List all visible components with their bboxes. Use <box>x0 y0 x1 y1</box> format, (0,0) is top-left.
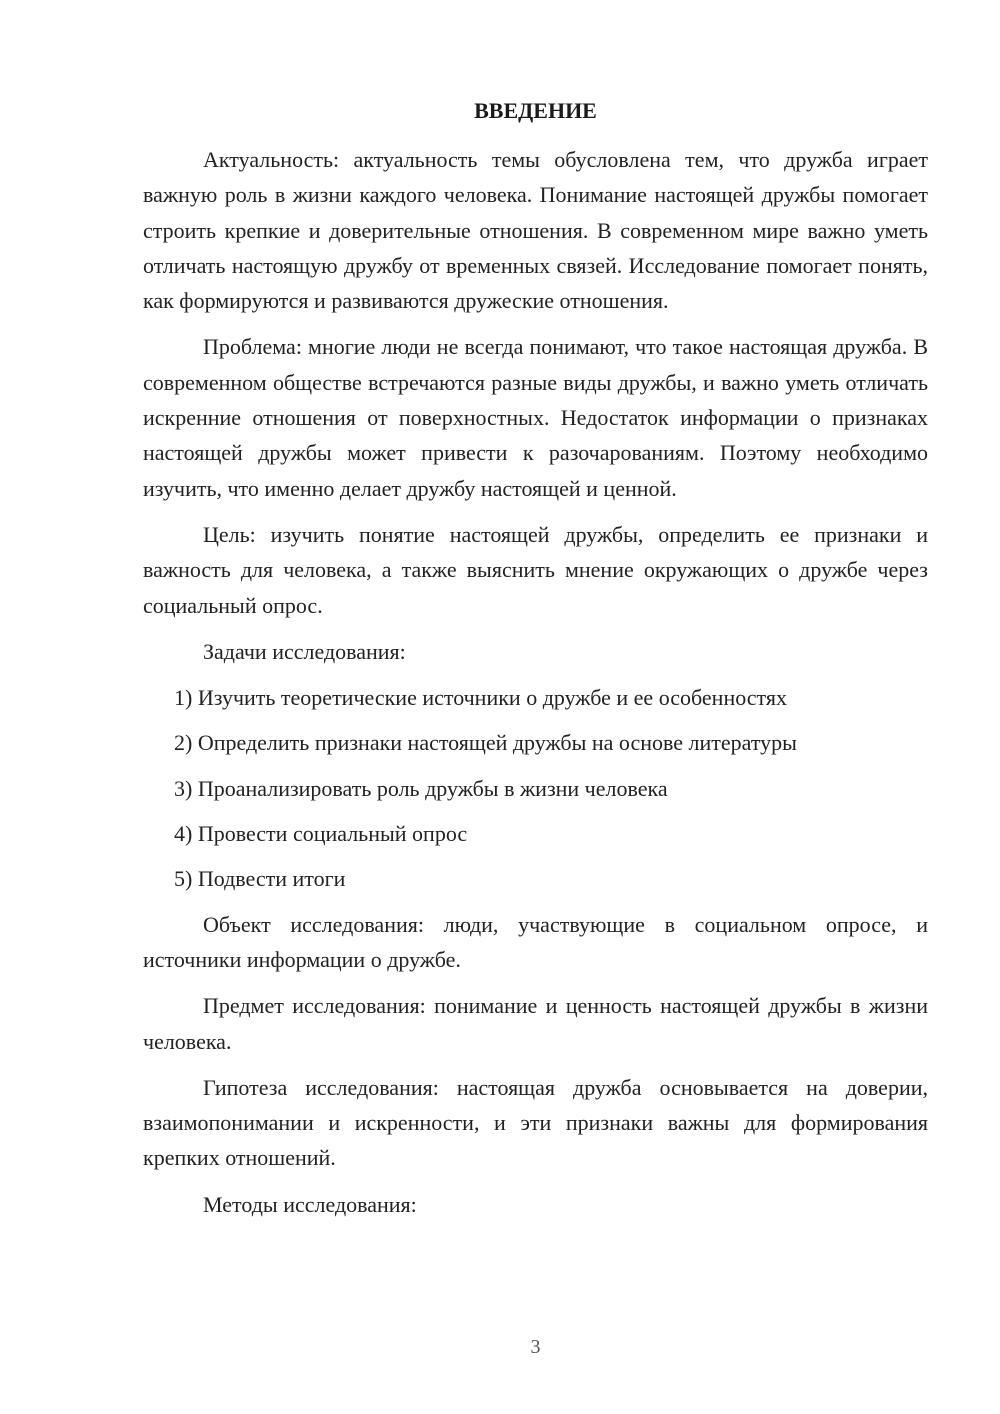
task-item-4: 4) Провести социальный опрос <box>174 821 468 847</box>
problem-paragraph: Проблема: многие люди не всегда понимают, что такое настоящая дружба. В современном обществе встречаются разные виды дружбы, и важно уметь отличать искренние отношения от поверхностных. Недостаток информации о признаках настоящей дружбы может привести к разочарованиям. Поэтому необходимо изучить, что именно делает дружбу настоящей и ценной. <box>143 334 928 501</box>
methods-heading: Методы исследования: <box>203 1191 417 1217</box>
relevance-paragraph: Актуальность: актуальность темы обусловлена тем, что дружба играет важную роль в жизни каждого человека. Понимание настоящей дружбы помогает строить крепкие и доверительные отношения. В современном мире важно уметь отличать настоящую дружбу от временных связей. Исследование помогает понять, как формируются и развиваются дружеские отношения. <box>143 147 928 314</box>
goal-paragraph: Цель: изучить понятие настоящей дружбы, определить ее признаки и важность для человека, а также выяснить мнение окружающих о дружбе через социальный опрос. <box>143 521 928 618</box>
task-item-5: 5) Подвести итоги <box>174 866 346 892</box>
task-item-1: 1) Изучить теоретические источники о дружбе и ее особенностях <box>174 685 787 711</box>
object-paragraph: Объект исследования: люди, участвующие в социальном опросе, и источники информации о дружбе. <box>143 911 928 972</box>
tasks-heading: Задачи исследования: <box>203 638 406 664</box>
subject-paragraph: Предмет исследования: понимание и ценность настоящей дружбы в жизни человека. <box>143 993 928 1054</box>
hypothesis-paragraph: Гипотеза исследования: настоящая дружба основывается на доверии, взаимопонимании и искренности, и эти признаки важны для формирования крепких отношений. <box>143 1074 928 1171</box>
document-body <box>143 142 928 1233</box>
task-item-2: 2) Определить признаки настоящей дружбы на основе литературы <box>174 730 797 756</box>
section-title: ВВЕДЕНИЕ <box>474 98 597 123</box>
document-page <box>143 0 928 1414</box>
task-item-3: 3) Проанализировать роль дружбы в жизни человека <box>174 775 668 801</box>
page-number: 3 <box>530 1336 541 1358</box>
